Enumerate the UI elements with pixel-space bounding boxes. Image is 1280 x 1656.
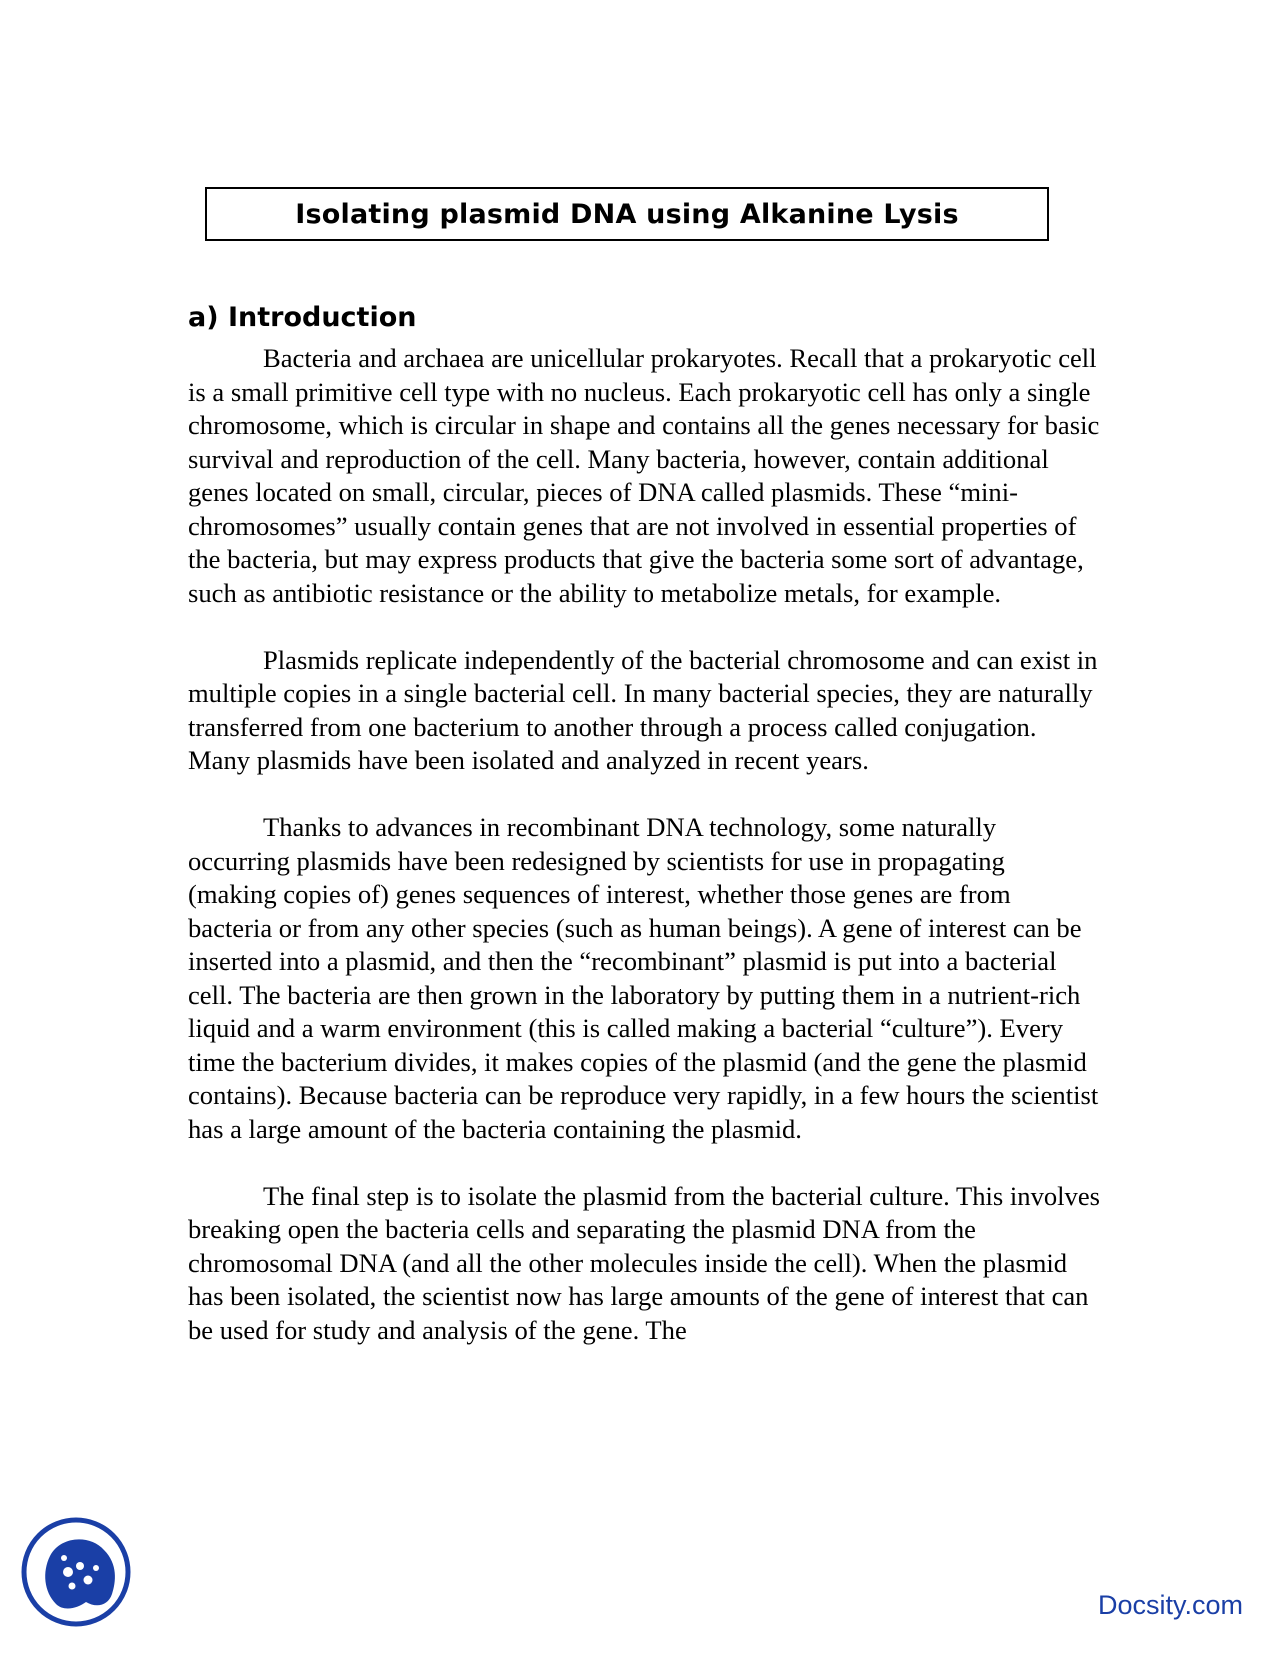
paragraph-1: Bacteria and archaea are unicellular prokaryotes. Recall that a prokaryotic cell is a small primitive cell type with no nucleus. Each prokaryotic cell has only a single chromosome, which is circular in shape and contains all the genes necessary for basic survival and reproduction of the cell. Many bacteria, however, contain additional genes located on small, circular, pieces of DNA called plasmids. These “mini-chromosomes” usually contain genes that are not involved in essential properties of the bacteria, but may express products that give the bacteria some sort of advantage, such as antibiotic resistance or the ability to metabolize metals, for example. [188, 343, 1100, 608]
paragraph-4: The final step is to isolate the plasmid from the bacterial culture. This involves breaking open the bacteria cells and separating the plasmid DNA from the chromosomal DNA (and all the other molecules inside the cell). When the plasmid has been isolated, the scientist now has large amounts of the gene of interest that can be used for study and analysis of the gene. The [188, 1180, 1101, 1345]
docsity-brand-link[interactable]: Docsity.com [1098, 1590, 1244, 1620]
paragraph-2: Plasmids replicate independently of the bacterial chromosome and can exist in multiple copies in a single bacterial cell. In many bacterial species, they are naturally transferred from one bacterium to another through a process called conjugation. Many plasmids have been isolated and analyzed in recent years. [188, 644, 1098, 775]
document-title: Isolating plasmid DNA using Alkanine Lysis [295, 198, 959, 230]
docsity-logo-icon[interactable] [20, 1516, 132, 1628]
body-text [188, 342, 1100, 1381]
section-heading: a) Introduction [188, 302, 417, 333]
title-box [205, 187, 1049, 241]
paragraph-3: Thanks to advances in recombinant DNA technology, some naturally occurring plasmids have been redesigned by scientists for use in propagating (making copies of) genes sequences of interest, whether those genes are from bacteria or from any other species (such as human beings). A gene of interest can be inserted into a plasmid, and then the “recombinant” plasmid is put into a bacterial cell. The bacteria are then grown in the laboratory by putting them in a nutrient-rich liquid and a warm environment (this is called making a bacterial “culture”). Every time the bacterium divides, it makes copies of the plasmid (and the gene the plasmid contains). Because bacteria can be reproduce very rapidly, in a few hours the scientist has a large amount of the bacteria containing the plasmid. [188, 812, 1099, 1144]
